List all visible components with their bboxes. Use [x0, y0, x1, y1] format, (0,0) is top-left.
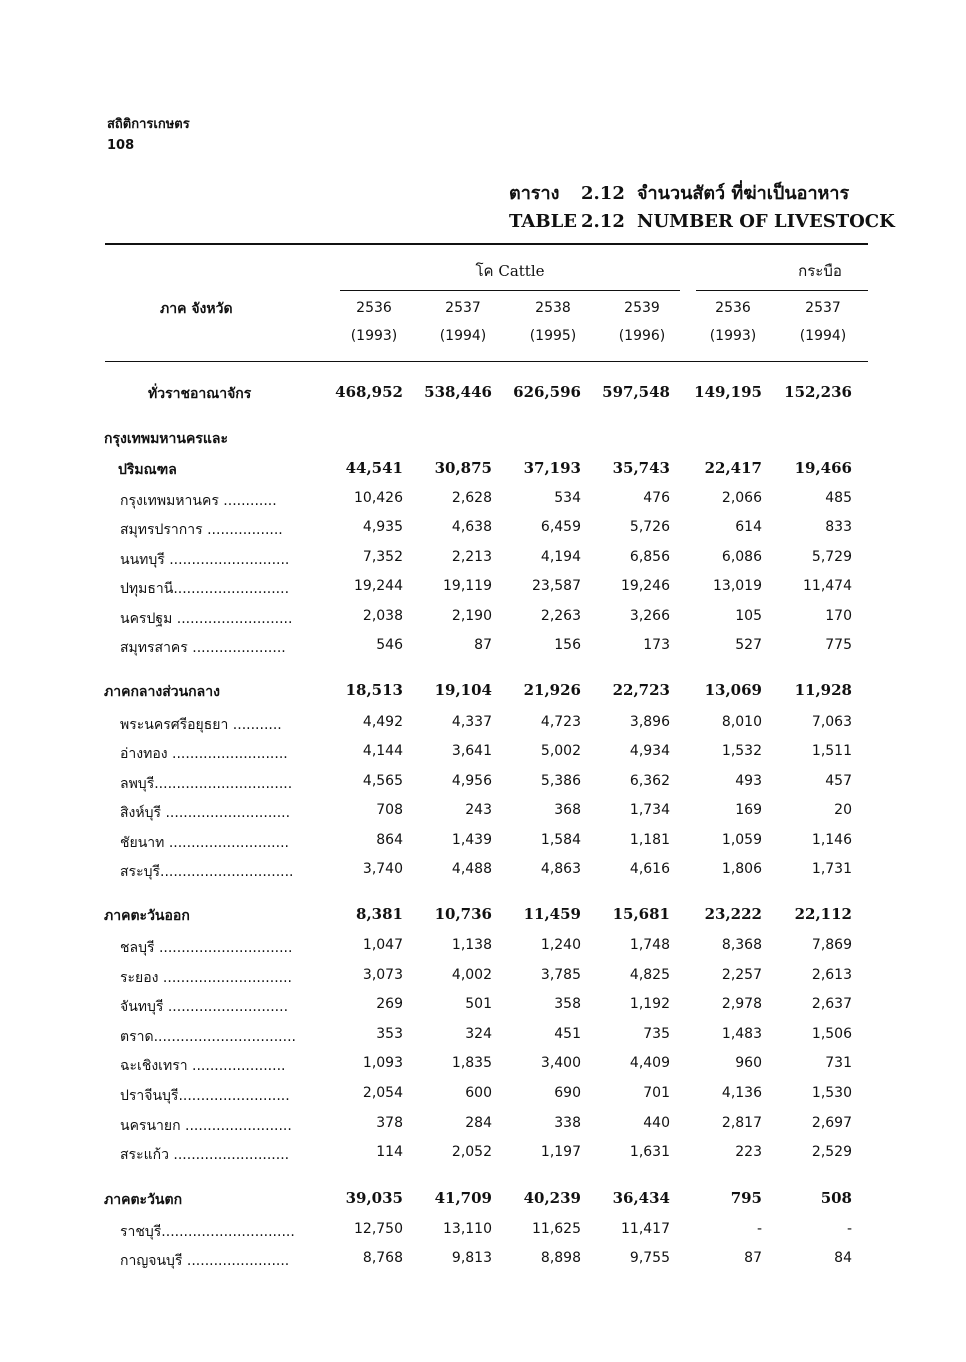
- row-label: พระนครศรีอยุธยา ...........: [120, 717, 282, 733]
- table-cell: 7,352: [362, 549, 403, 565]
- title-en-num: 2.12: [581, 211, 625, 232]
- table-cell: 1,731: [811, 861, 852, 877]
- table-cell: 7,063: [811, 714, 852, 730]
- table-cell: 1,506: [811, 1026, 852, 1042]
- table-cell: 501: [465, 996, 492, 1012]
- table-cell: 353: [376, 1026, 403, 1042]
- table-cell: 19,104: [434, 681, 492, 699]
- table-cell: 708: [376, 802, 403, 818]
- table-cell: 19,466: [794, 459, 852, 477]
- row-label: ชัยนาท ...........................: [120, 835, 289, 851]
- table-cell: 2,213: [451, 549, 492, 565]
- row-label: กาญจนบุรี .......................: [120, 1253, 290, 1269]
- table-cell: 1,138: [451, 937, 492, 953]
- row-label: ปทุมธานี..........................: [120, 581, 290, 597]
- table-cell: 538,446: [424, 383, 492, 401]
- row-label: ตราด................................: [120, 1029, 296, 1045]
- table-cell: 169: [735, 802, 762, 818]
- table-cell: 6,362: [629, 773, 670, 789]
- table-cell: 7,869: [811, 937, 852, 953]
- table-cell: 614: [735, 519, 762, 535]
- row-label: สระแก้ว ..........................: [120, 1147, 290, 1163]
- row-label: สมุทรสาคร .....................: [120, 640, 286, 656]
- table-cell: 8,768: [362, 1250, 403, 1266]
- table-cell: 3,073: [362, 967, 403, 983]
- table-cell: 864: [376, 832, 403, 848]
- table-cell: 3,785: [540, 967, 581, 983]
- title-th-label: ตาราง: [509, 183, 560, 204]
- table-cell: 476: [643, 490, 670, 506]
- table-cell: -: [846, 1221, 852, 1237]
- table-cell: 15,681: [612, 905, 670, 923]
- table-cell: 11,474: [803, 578, 852, 594]
- table-cell: 485: [825, 490, 852, 506]
- table-cell: 170: [825, 608, 852, 624]
- row-label: ภาคตะวันตก: [104, 1192, 183, 1208]
- table-cell: 149,195: [694, 383, 762, 401]
- table-cell: 3,740: [362, 861, 403, 877]
- table-cell: 4,934: [629, 743, 670, 759]
- table-cell: 13,110: [443, 1221, 492, 1237]
- table-cell: 4,492: [362, 714, 403, 730]
- table-cell: 5,002: [540, 743, 581, 759]
- row-label: ทั่วราชอาณาจักร: [148, 386, 252, 402]
- table-cell: 468,952: [335, 383, 403, 401]
- page-number: 108: [107, 138, 135, 153]
- table-cell: 4,935: [362, 519, 403, 535]
- row-label: กรุงเทพมหานครและ: [104, 431, 228, 447]
- table-cell: 451: [554, 1026, 581, 1042]
- table-cell: 731: [825, 1055, 852, 1071]
- year-th-4: 2536: [715, 300, 751, 316]
- table-cell: 114: [376, 1144, 403, 1160]
- table-cell: 5,726: [629, 519, 670, 535]
- table-cell: 4,337: [451, 714, 492, 730]
- table-cell: 8,898: [540, 1250, 581, 1266]
- group-buffalo: กระบือ: [798, 262, 842, 280]
- table-cell: 20: [834, 802, 852, 818]
- table-cell: 36,434: [612, 1189, 670, 1207]
- table-cell: 2,190: [451, 608, 492, 624]
- year-ad-4: (1993): [709, 328, 757, 344]
- table-cell: 39,035: [345, 1189, 403, 1207]
- table-cell: 8,010: [721, 714, 762, 730]
- row-label: ฉะเชิงเทรา .....................: [120, 1058, 286, 1074]
- row-label: ลพบุรี...............................: [120, 776, 293, 792]
- table-cell: 368: [554, 802, 581, 818]
- table-cell: 223: [735, 1144, 762, 1160]
- row-label: ปราจีนบุรี.........................: [120, 1088, 290, 1104]
- table-cell: 152,236: [784, 383, 852, 401]
- table-cell: 493: [735, 773, 762, 789]
- table-cell: 1,192: [629, 996, 670, 1012]
- table-cell: 105: [735, 608, 762, 624]
- table-cell: 2,613: [811, 967, 852, 983]
- top-rule: [105, 243, 868, 245]
- table-cell: 23,222: [704, 905, 762, 923]
- table-cell: 2,257: [721, 967, 762, 983]
- row-label: ราชบุรี..............................: [120, 1224, 295, 1240]
- page-header: [107, 114, 190, 156]
- table-cell: 1,240: [540, 937, 581, 953]
- row-label: จันทบุรี ...........................: [120, 999, 289, 1015]
- row-label: สิงห์บุรี ............................: [120, 805, 291, 821]
- table-cell: 173: [643, 637, 670, 653]
- table-cell: 2,066: [721, 490, 762, 506]
- table-cell: 3,641: [451, 743, 492, 759]
- table-cell: 5,729: [811, 549, 852, 565]
- title-th-text: จำนวนสัตว์ ที่ฆ่าเป็นอาหาร: [637, 183, 850, 204]
- table-cell: 4,956: [451, 773, 492, 789]
- table-cell: 440: [643, 1115, 670, 1131]
- table-cell: 1,806: [721, 861, 762, 877]
- row-label: นนทบุรี ...........................: [120, 552, 290, 568]
- year-ad-3: (1996): [618, 328, 666, 344]
- table-cell: 284: [465, 1115, 492, 1131]
- year-th-5: 2537: [805, 300, 841, 316]
- row-label: ปริมณฑล: [118, 462, 177, 478]
- table-cell: 19,244: [354, 578, 403, 594]
- table-cell: 1,530: [811, 1085, 852, 1101]
- table-cell: 30,875: [434, 459, 492, 477]
- table-title: [509, 180, 895, 236]
- table-cell: 1,059: [721, 832, 762, 848]
- table-cell: 4,409: [629, 1055, 670, 1071]
- table-cell: 2,038: [362, 608, 403, 624]
- table-cell: 4,565: [362, 773, 403, 789]
- table-cell: 11,928: [794, 681, 852, 699]
- table-cell: 87: [744, 1250, 762, 1266]
- table-cell: 358: [554, 996, 581, 1012]
- table-cell: 19,119: [443, 578, 492, 594]
- table-cell: 4,638: [451, 519, 492, 535]
- table-cell: 13,019: [713, 578, 762, 594]
- table-cell: 10,426: [354, 490, 403, 506]
- table-cell: 2,628: [451, 490, 492, 506]
- table-cell: 508: [820, 1189, 852, 1207]
- table-cell: 775: [825, 637, 852, 653]
- table-cell: 10,736: [434, 905, 492, 923]
- row-label: ชลบุรี ..............................: [120, 940, 293, 956]
- table-cell: 1,181: [629, 832, 670, 848]
- year-th-2: 2538: [535, 300, 571, 316]
- table-cell: 2,052: [451, 1144, 492, 1160]
- table-cell: 4,863: [540, 861, 581, 877]
- row-label: อ่างทอง ..........................: [120, 746, 288, 762]
- table-cell: 4,144: [362, 743, 403, 759]
- title-en-text: NUMBER OF LIVESTOCK: [637, 211, 895, 232]
- table-cell: 243: [465, 802, 492, 818]
- year-ad-0: (1993): [350, 328, 398, 344]
- table-cell: 4,194: [540, 549, 581, 565]
- table-cell: 833: [825, 519, 852, 535]
- region-header: ภาค จังหวัด: [160, 301, 233, 317]
- table-cell: 2,054: [362, 1085, 403, 1101]
- table-cell: 4,002: [451, 967, 492, 983]
- table-cell: 1,093: [362, 1055, 403, 1071]
- title-thai: [509, 180, 895, 208]
- table-cell: 21,926: [523, 681, 581, 699]
- table-cell: 735: [643, 1026, 670, 1042]
- year-ad-5: (1994): [799, 328, 847, 344]
- title-en-label: TABLE: [509, 211, 577, 232]
- table-cell: 546: [376, 637, 403, 653]
- title-english: [509, 208, 895, 236]
- table-cell: 19,246: [621, 578, 670, 594]
- buffalo-group-rule: [696, 290, 868, 291]
- year-th-0: 2536: [356, 300, 392, 316]
- table-cell: 8,368: [721, 937, 762, 953]
- table-cell: 44,541: [345, 459, 403, 477]
- table-cell: 597,548: [602, 383, 670, 401]
- table-cell: 600: [465, 1085, 492, 1101]
- title-th-num: 2.12: [581, 183, 625, 204]
- table-cell: 4,488: [451, 861, 492, 877]
- table-cell: 795: [730, 1189, 762, 1207]
- table-cell: 9,755: [629, 1250, 670, 1266]
- table-cell: 4,616: [629, 861, 670, 877]
- table-cell: 690: [554, 1085, 581, 1101]
- table-cell: 22,723: [612, 681, 670, 699]
- table-cell: 13,069: [704, 681, 762, 699]
- table-cell: 22,112: [794, 905, 852, 923]
- table-cell: 156: [554, 637, 581, 653]
- table-cell: 534: [554, 490, 581, 506]
- header-bottom-rule: [105, 361, 868, 362]
- table-cell: 11,459: [523, 905, 581, 923]
- row-label: นครนายก ........................: [120, 1118, 292, 1134]
- year-th-3: 2539: [624, 300, 660, 316]
- table-cell: 4,723: [540, 714, 581, 730]
- row-label: กรุงเทพมหานคร ............: [120, 493, 277, 509]
- table-cell: 8,381: [356, 905, 403, 923]
- table-cell: 701: [643, 1085, 670, 1101]
- table-cell: 1,483: [721, 1026, 762, 1042]
- table-cell: 1,584: [540, 832, 581, 848]
- year-th-1: 2537: [445, 300, 481, 316]
- table-cell: 1,439: [451, 832, 492, 848]
- table-cell: 84: [834, 1250, 852, 1266]
- table-cell: 9,813: [451, 1250, 492, 1266]
- table-cell: 5,386: [540, 773, 581, 789]
- table-cell: 269: [376, 996, 403, 1012]
- row-label: ภาคตะวันออก: [104, 908, 190, 924]
- book-title: สถิติการเกษตร: [107, 117, 190, 132]
- table-cell: 527: [735, 637, 762, 653]
- table-cell: 3,896: [629, 714, 670, 730]
- table-cell: 4,825: [629, 967, 670, 983]
- table-cell: -: [756, 1221, 762, 1237]
- table-cell: 3,400: [540, 1055, 581, 1071]
- table-cell: 12,750: [354, 1221, 403, 1237]
- row-label: นครปฐม ..........................: [120, 611, 293, 627]
- table-cell: 1,748: [629, 937, 670, 953]
- row-label: สระบุรี..............................: [120, 864, 294, 880]
- group-cattle: โค Cattle: [475, 262, 545, 280]
- row-label: สมุทรปราการ .................: [120, 522, 283, 538]
- table-cell: 2,697: [811, 1115, 852, 1131]
- table-cell: 87: [474, 637, 492, 653]
- table-cell: 2,263: [540, 608, 581, 624]
- table-cell: 960: [735, 1055, 762, 1071]
- table-cell: 1,146: [811, 832, 852, 848]
- table-cell: 37,193: [523, 459, 581, 477]
- table-cell: 626,596: [513, 383, 581, 401]
- table-cell: 1,532: [721, 743, 762, 759]
- table-cell: 1,511: [811, 743, 852, 759]
- table-cell: 35,743: [612, 459, 670, 477]
- table-cell: 338: [554, 1115, 581, 1131]
- table-cell: 2,978: [721, 996, 762, 1012]
- table-cell: 1,197: [540, 1144, 581, 1160]
- table-cell: 1,734: [629, 802, 670, 818]
- table-cell: 4,136: [721, 1085, 762, 1101]
- table-cell: 378: [376, 1115, 403, 1131]
- table-cell: 18,513: [345, 681, 403, 699]
- row-label: ระยอง .............................: [120, 970, 292, 986]
- table-cell: 1,047: [362, 937, 403, 953]
- table-cell: 2,637: [811, 996, 852, 1012]
- table-cell: 40,239: [523, 1189, 581, 1207]
- year-ad-1: (1994): [439, 328, 487, 344]
- row-label: ภาคกลางส่วนกลาง: [104, 684, 220, 700]
- table-cell: 6,459: [540, 519, 581, 535]
- table-cell: 2,817: [721, 1115, 762, 1131]
- table-cell: 2,529: [811, 1144, 852, 1160]
- table-cell: 457: [825, 773, 852, 789]
- table-cell: 6,086: [721, 549, 762, 565]
- table-cell: 23,587: [532, 578, 581, 594]
- table-cell: 6,856: [629, 549, 670, 565]
- table-cell: 11,417: [621, 1221, 670, 1237]
- table-cell: 1,835: [451, 1055, 492, 1071]
- cattle-group-rule: [340, 290, 680, 291]
- table-cell: 11,625: [532, 1221, 581, 1237]
- year-ad-2: (1995): [529, 328, 577, 344]
- table-cell: 3,266: [629, 608, 670, 624]
- table-cell: 41,709: [434, 1189, 492, 1207]
- table-cell: 324: [465, 1026, 492, 1042]
- table-cell: 22,417: [704, 459, 762, 477]
- table-cell: 1,631: [629, 1144, 670, 1160]
